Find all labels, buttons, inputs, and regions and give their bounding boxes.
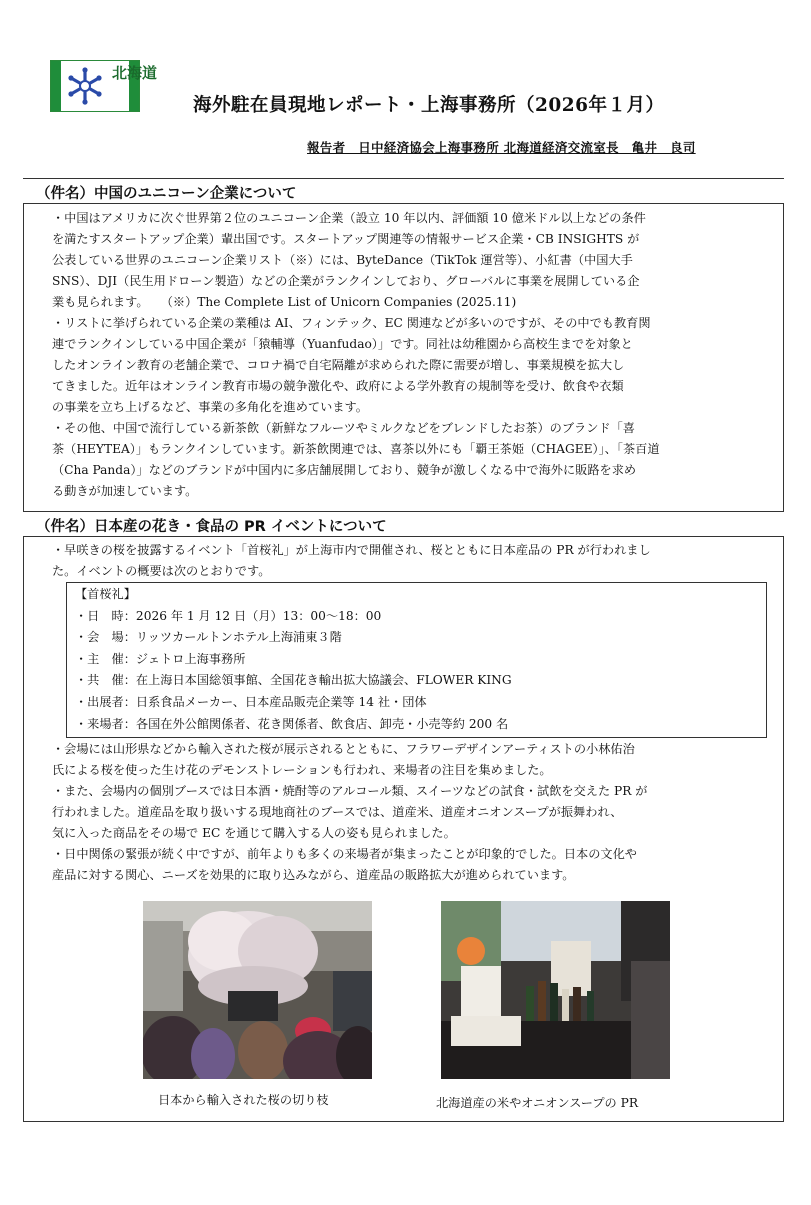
text-line: ・リストに挙げられている企業の業種は AI、フィンテック、EC 関連などが多いのですが、その中でも教育関: [52, 316, 651, 330]
text-line: る動きが加速しています。: [52, 484, 198, 498]
text-line: 気に入った商品をその場で EC を通じて購入する人の姿も見られました。: [52, 826, 456, 840]
text-line: 氏による桜を使った生け花のデモンストレーションも行われ、来場者の注目を集めました。: [52, 763, 552, 777]
event-visitors: ・来場者：各国在外公館関係者、花き関係者、飲食店、卸売・小売等約 200 名: [75, 717, 509, 731]
section-2-intro: [52, 540, 782, 582]
text-line: 業も見られます。 （※）The Complete List of Unicorn Companies (2025.11): [52, 295, 517, 309]
text-line: 連でランクインしている中国企業が「猿輔導（Yuanfudao）」です。同社は幼稚園から高校生までを対象と: [52, 337, 633, 351]
photo-cherry-blossom-venue: [143, 901, 372, 1079]
snowflake-star-icon: [63, 64, 107, 108]
logo-text: 北海道: [112, 64, 158, 82]
photo-1-caption: 日本から輸入された桜の切り枝: [158, 1093, 329, 1107]
event-summary-box: [66, 582, 767, 738]
text-line: （Cha Panda）」などのブランドが中国内に多店舗展開しており、競争が激しくなる中で海外に販路を求め: [52, 463, 637, 477]
event-organizer: ・主 催：ジェトロ上海事務所: [75, 652, 246, 666]
event-box-title: 【首桜礼】: [75, 587, 136, 601]
text-line: てきました。近年はオンライン教育市場の競争激化や、政府による学外教育の規制等を受け、飲食や衣類: [52, 379, 624, 393]
report-title: 海外駐在員現地レポート・上海事務所（2026年１月）: [193, 95, 665, 116]
section-1-heading: （件名）中国のユニコーン企業について: [36, 186, 297, 202]
event-co-organizers: ・共 催：在上海日本国総領事館、全国花き輸出拡大協議会、FLOWER KING: [75, 673, 512, 687]
reporter-line: 報告者 日中経済協会上海事務所 北海道経済交流室長 亀井 良司: [307, 140, 696, 155]
text-line: 茶（HEYTEA）」もランクインしています。新茶飲関連では、喜茶以外にも「覇王茶姫（CHAGEE）」、「茶百道: [52, 442, 660, 456]
text-line: したオンライン教育の老舗企業で、コロナ禍で自宅隔離が求められた際に需要が増し、事業規模を拡大し: [52, 358, 625, 372]
photo-product-booth: [441, 901, 670, 1079]
text-line: た。イベントの概要は次のとおりです。: [52, 564, 271, 578]
event-venue: ・会 場：リッツカールトンホテル上海浦東３階: [75, 630, 342, 644]
text-line: の事業を立ち上げるなど、事業の多角化を進めています。: [52, 400, 368, 414]
text-line: ・日中関係の緊張が続く中ですが、前年よりも多くの来場者が集まったことが印象的でした。日本の文化や: [52, 847, 637, 861]
section-1-heading-bar: [23, 178, 784, 204]
section-2-body: [52, 739, 782, 886]
section-2-heading: （件名）日本産の花き・食品の PR イベントについて: [36, 519, 387, 535]
text-line: ・その他、中国で流行している新茶飲（新鮮なフルーツやミルクなどをブレンドしたお茶）のブランド「喜: [52, 421, 635, 435]
text-line: ・会場には山形県などから輸入された桜が展示されるとともに、フラワーデザインアーティストの小林佑治: [52, 742, 635, 756]
section-2-heading-bar: [23, 511, 784, 537]
section-1-body: [52, 208, 782, 502]
hokkaido-logo: [50, 60, 170, 112]
photo-2-caption: 北海道産の米やオニオンスープの PR: [436, 1096, 638, 1110]
text-line: SNS）、DJI（民生用ドローン製造）などの企業がランクインしており、グローバルに事業を展開している企: [52, 274, 640, 288]
logo-band-left: [51, 61, 61, 111]
text-line: ・早咲きの桜を披露するイベント「首桜礼」が上海市内で開催され、桜とともに日本産品の PR が行われまし: [52, 543, 651, 557]
text-line: を満たすスタートアップ企業）輩出国です。スタートアップ関連等の情報サービス企業・CB INSIGHTS が: [52, 232, 640, 246]
text-line: 行われました。道産品を取り扱いする現地商社のブースでは、道産米、道産オニオンスープが振舞われ、: [52, 805, 623, 819]
text-line: 産品に対する関心、ニーズを効果的に取り込みながら、道産品の販路拡大が進められています。: [52, 868, 575, 882]
text-line: ・また、会場内の個別ブースでは日本酒・焼酎等のアルコール類、スイーツなどの試食・試飲を交えた PR が: [52, 784, 648, 798]
event-date: ・日 時：2026 年 1 月 12 日（月）13：00～18：00: [75, 609, 382, 623]
event-exhibitors: ・出展者：日系食品メーカー、日本産品販売企業等 14 社・団体: [75, 695, 427, 709]
text-line: 公表している世界のユニコーン企業リスト（※）には、ByteDance（TikTok 運営等）、小紅書（中国大手: [52, 253, 633, 267]
text-line: ・中国はアメリカに次ぐ世界第２位のユニコーン企業（設立 10 年以内、評価額 10 億米ドル以上などの条件: [52, 211, 646, 225]
